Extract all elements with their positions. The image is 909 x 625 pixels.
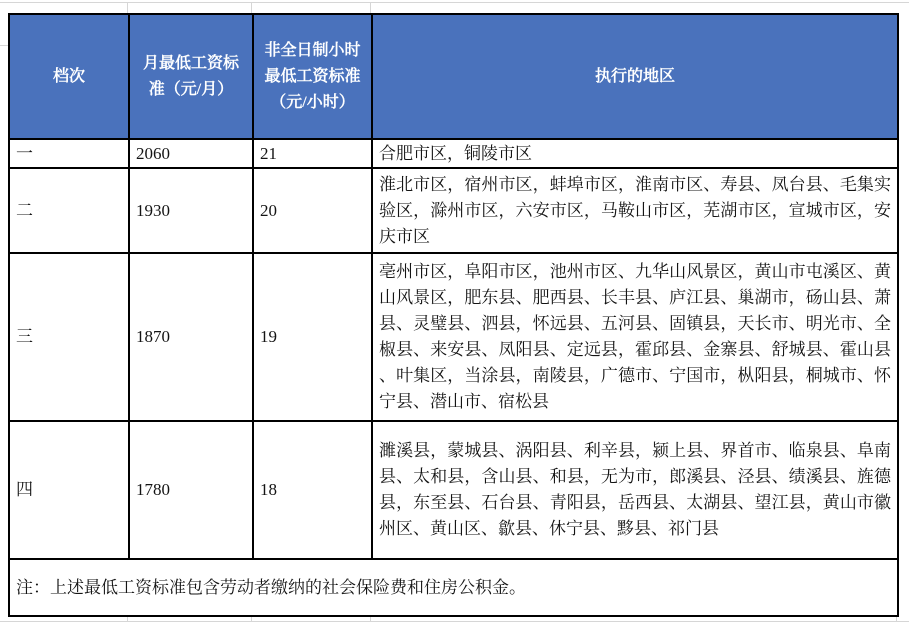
- header-grade: 档次: [9, 14, 129, 139]
- gridline-tick: [0, 45, 8, 46]
- header-monthly-wage: 月最低工资标准（元/月）: [129, 14, 253, 139]
- cell-monthly-wage: 1930: [129, 168, 253, 253]
- cell-monthly-wage: 1780: [129, 421, 253, 559]
- header-regions: 执行的地区: [372, 14, 898, 139]
- minimum-wage-table: [8, 13, 899, 617]
- gridline-bottom: [0, 621, 909, 622]
- gridline-tick: [127, 2, 128, 13]
- cell-hourly-wage: 18: [253, 421, 372, 559]
- header-hourly-wage: 非全日制小时最低工资标准（元/小时）: [253, 14, 372, 139]
- cell-regions: 淮北市区，宿州市区，蚌埠市区，淮南市区、寿县、凤台县、毛集实验区，滁州市区，六安市区，马鞍山市区，芜湖市区，宣城市区，安庆市区: [372, 168, 898, 253]
- cell-grade: 一: [9, 139, 129, 168]
- cell-hourly-wage: 21: [253, 139, 372, 168]
- cell-grade: 二: [9, 168, 129, 253]
- gridline-tick: [370, 2, 371, 13]
- cell-monthly-wage: 1870: [129, 253, 253, 421]
- cell-hourly-wage: 19: [253, 253, 372, 421]
- cell-monthly-wage: 2060: [129, 139, 253, 168]
- cell-regions: 合肥市区，铜陵市区: [372, 139, 898, 168]
- cell-grade: 三: [9, 253, 129, 421]
- cell-regions: 亳州市区，阜阳市区，池州市区、九华山风景区，黄山市屯溪区、黄山风景区，肥东县、肥西县、长丰县、庐江县、巢湖市，砀山县、萧县、灵璧县、泗县，怀远县、五河县、固镇县，天长市、明光市、全椒县、来安县、凤阳县、定远县，霍邱县、金寨县、舒城县、霍山县、叶集区，当涂县，南陵县，广德市、宁国市，枞阳县，桐城市、怀宁县、潜山市、宿松县: [372, 253, 898, 421]
- cell-regions: 濉溪县，蒙城县、涡阳县、利辛县，颍上县、界首市、临泉县、阜南县、太和县，含山县、和县，无为市，郎溪县、泾县、绩溪县、旌德县，东至县、石台县、青阳县，岳西县、太湖县、望江县，黄山市徽州区、黄山区、歙县、休宁县、黟县、祁门县: [372, 421, 898, 559]
- table-header-row: [9, 14, 898, 139]
- cell-grade: 四: [9, 421, 129, 559]
- table-row: [9, 421, 898, 559]
- table-note-row: [9, 559, 898, 616]
- table-row: [9, 168, 898, 253]
- table-note: 注：上述最低工资标准包含劳动者缴纳的社会保险费和住房公积金。: [9, 559, 898, 616]
- table-row: [9, 253, 898, 421]
- gridline-top: [0, 2, 909, 3]
- cell-hourly-wage: 20: [253, 168, 372, 253]
- gridline-tick: [251, 2, 252, 13]
- table-row: [9, 139, 898, 168]
